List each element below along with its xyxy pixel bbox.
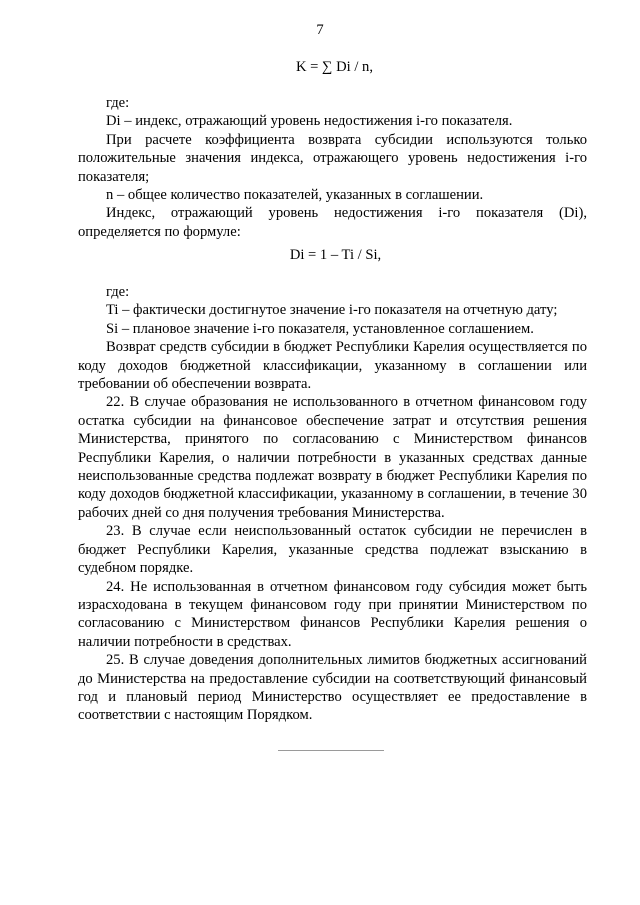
ti-definition: Ti – фактически достигнутое значение i-го показателя на отчетную дату; [106,302,558,319]
index-formula-intro: Индекс, отражающий уровень недостижения i-го показателя (Di), определяется по формуле: [78,205,587,240]
clause-22: 22. В случае образования не использованного в отчетном финансовом году остатка субсидии на финансовое обеспечение затрат и отсутствия решения Министерства, принятого по согласованию с Министерством финансов Республики Карелия, о наличии потребности в указанных средствах данные неиспользованные средства подлежат возврату в бюджет Республики Карелия по коду доходов бюджетной классификации, указанному в соглашении, в течение 30 рабочих дней со дня получения требования Министерства. [78,394,587,521]
formula-di: Di = 1 – Ti / Si, [289,247,382,263]
definitions-block-2 [78,283,587,725]
clause-25: 25. В случае доведения дополнительных лимитов бюджетных ассигнований до Министерства на предоставление субсидии на соответствующий финансовый год и плановый период Министерство осуществляет ее предоставление в соответствии с настоящим Порядком. [78,652,587,724]
refund-paragraph: Возврат средств субсидии в бюджет Республики Карелия осуществляется по коду доходов бюджетной классификации, указанному в соглашении или требовании об обеспечении возврата. [78,339,587,393]
definitions-block-1 [78,94,587,241]
formula-k: K = ∑ Di / n, [295,59,373,75]
clause-24: 24. Не использованная в отчетном финансовом году субсидия может быть израсходована в текущем финансовом году при принятии Министерством по согласованию с Министерством финансов Республики Карелия решения о наличии потребности в средствах. [78,578,587,650]
where-label-2: где: [106,284,130,300]
clause-23: 23. В случае если неиспользованный остаток субсидии не перечислен в бюджет Республики Карелия, указанные средства подлежат взысканию в судебном порядке. [78,523,587,577]
index-usage-paragraph: При расчете коэффициента возврата субсидии используются только положительные значения индекса, отражающего уровень недостижения i-го показателя; [78,131,587,185]
where-label-1: где: [106,95,130,111]
di-definition: Di – индекс, отражающий уровень недостижения i-го показателя. [106,113,513,130]
n-definition: n – общее количество показателей, указанных в соглашении. [106,187,484,204]
end-separator-line [278,750,384,751]
si-definition: Si – плановое значение i-го показателя, установленное соглашением. [106,320,534,337]
page-number: 7 [316,22,324,38]
